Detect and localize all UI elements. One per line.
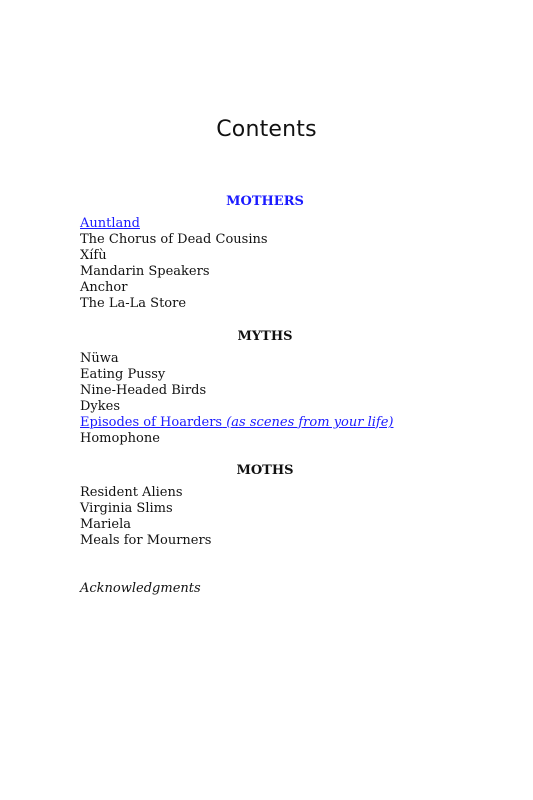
toc-item-virginia-slims: Virginia Slims <box>80 501 173 516</box>
section-heading-moths: MOTHS <box>236 463 294 478</box>
toc-list-myths <box>80 351 480 447</box>
section-myths <box>80 329 480 447</box>
toc-item-anchor: Anchor <box>80 280 128 295</box>
toc-item-nuwa: Nüwa <box>80 351 119 366</box>
toc-item-episodes-of-hoarders[interactable] <box>80 415 480 431</box>
toc-item-dykes: Dykes <box>80 399 121 414</box>
toc-item-resident-aliens: Resident Aliens <box>80 485 183 500</box>
toc-item-nine-headed-birds: Nine-Headed Birds <box>80 383 207 398</box>
toc-item-eating-pussy: Eating Pussy <box>80 367 166 382</box>
section-heading-mothers[interactable]: MOTHERS <box>226 194 304 209</box>
toc-item-la-la-store: The La-La Store <box>80 296 187 311</box>
toc-link-episodes-of-hoarders-subtitle: (as scenes from your life) <box>226 415 394 430</box>
toc-list-moths <box>80 485 480 549</box>
section-heading-myths: MYTHS <box>237 329 293 344</box>
toc-item-meals-for-mourners: Meals for Mourners <box>80 533 212 548</box>
toc-item-homophone: Homophone <box>80 431 160 446</box>
toc-link-episodes-of-hoarders[interactable] <box>80 415 393 430</box>
section-mothers <box>80 194 480 312</box>
toc-list-mothers <box>80 216 480 312</box>
toc-item-mandarin-speakers: Mandarin Speakers <box>80 264 210 279</box>
toc-item-mariela: Mariela <box>80 517 132 532</box>
toc-link-auntland[interactable]: Auntland <box>80 216 140 231</box>
section-moths <box>80 463 480 549</box>
toc-link-episodes-of-hoarders-label: Episodes of Hoarders <box>80 415 223 430</box>
toc-item-chorus-of-dead-cousins: The Chorus of Dead Cousins <box>80 232 268 247</box>
page-title: Contents <box>216 117 317 142</box>
toc-item-xifu: Xífù <box>80 248 107 263</box>
toc-item-auntland[interactable] <box>80 216 480 232</box>
acknowledgments: Acknowledgments <box>80 581 201 596</box>
